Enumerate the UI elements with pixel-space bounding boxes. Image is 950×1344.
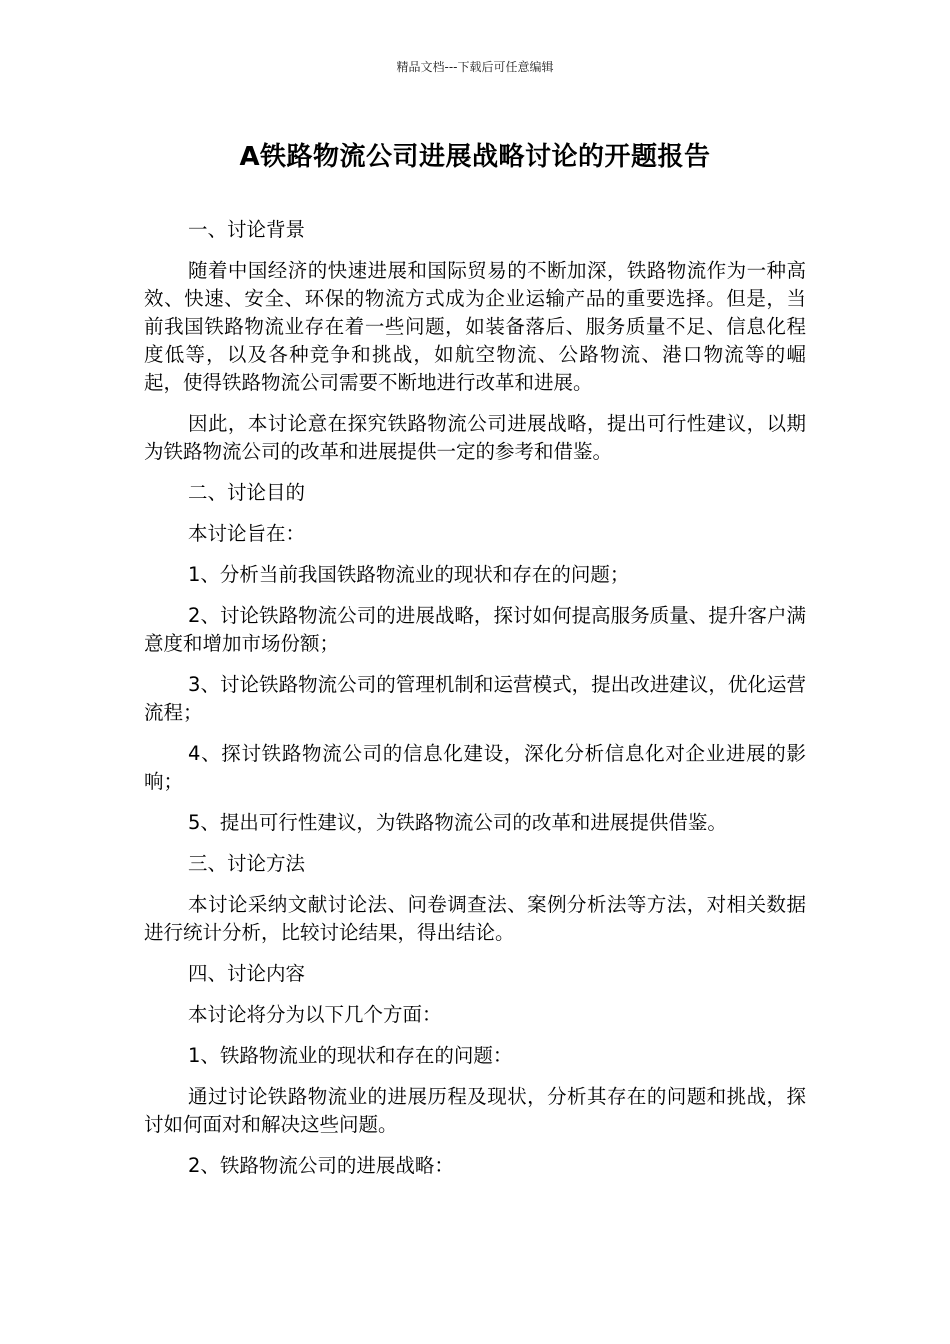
paragraph-objectives-intro: 本讨论旨在： xyxy=(188,522,306,545)
document-title: A铁路物流公司进展战略讨论的开题报告 xyxy=(239,142,711,172)
paragraph-content-1: 通过讨论铁路物流业的进展历程及现状，分析其存在的问题和挑战，探讨如何面对和解决这些问题。 xyxy=(144,1085,806,1136)
subheading-content-1: 1、铁路物流业的现状和存在的问题： xyxy=(188,1044,513,1067)
section-heading-methods: 三、讨论方法 xyxy=(188,852,306,875)
list-item-objective-5: 5、提出可行性建议，为铁路物流公司的改革和进展提供借鉴。 xyxy=(188,811,727,834)
paragraph-content-intro: 本讨论将分为以下几个方面： xyxy=(188,1003,442,1026)
list-item-objective-3: 3、讨论铁路物流公司的管理机制和运营模式，提出改进建议，优化运营流程； xyxy=(144,673,806,724)
paragraph-methods: 本讨论采纳文献讨论法、问卷调查法、案例分析法等方法，对相关数据进行统计分析，比较讨论结果，得出结论。 xyxy=(144,893,806,944)
list-item-objective-2: 2、讨论铁路物流公司的进展战略，探讨如何提高服务质量、提升客户满意度和增加市场份额； xyxy=(144,604,806,655)
document-body xyxy=(144,216,806,1193)
section-heading-objectives: 二、讨论目的 xyxy=(188,481,306,504)
paragraph-background: 随着中国经济的快速进展和国际贸易的不断加深，铁路物流作为一种高效、快速、安全、环保的物流方式成为企业运输产品的重要选择。但是，当前我国铁路物流业存在着一些问题，如装备落后、服务质量不足、信息化程度低等，以及各种竞争和挑战，如航空物流、公路物流、港口物流等的崛起，使得铁路物流公司需要不断地进行改革和进展。 xyxy=(144,259,806,394)
paragraph-purpose-intro: 因此，本讨论意在探究铁路物流公司进展战略，提出可行性建议，以期为铁路物流公司的改革和进展提供一定的参考和借鉴。 xyxy=(144,412,806,463)
list-item-objective-1: 1、分析当前我国铁路物流业的现状和存在的问题； xyxy=(188,563,630,586)
section-heading-content: 四、讨论内容 xyxy=(188,962,306,985)
subheading-content-2: 2、铁路物流公司的进展战略： xyxy=(188,1154,454,1177)
section-heading-background: 一、讨论背景 xyxy=(188,218,306,241)
header-note: 精品文档---下载后可任意编辑 xyxy=(396,60,554,74)
list-item-objective-4: 4、探讨铁路物流公司的信息化建设，深化分析信息化对企业进展的影响； xyxy=(144,742,806,793)
